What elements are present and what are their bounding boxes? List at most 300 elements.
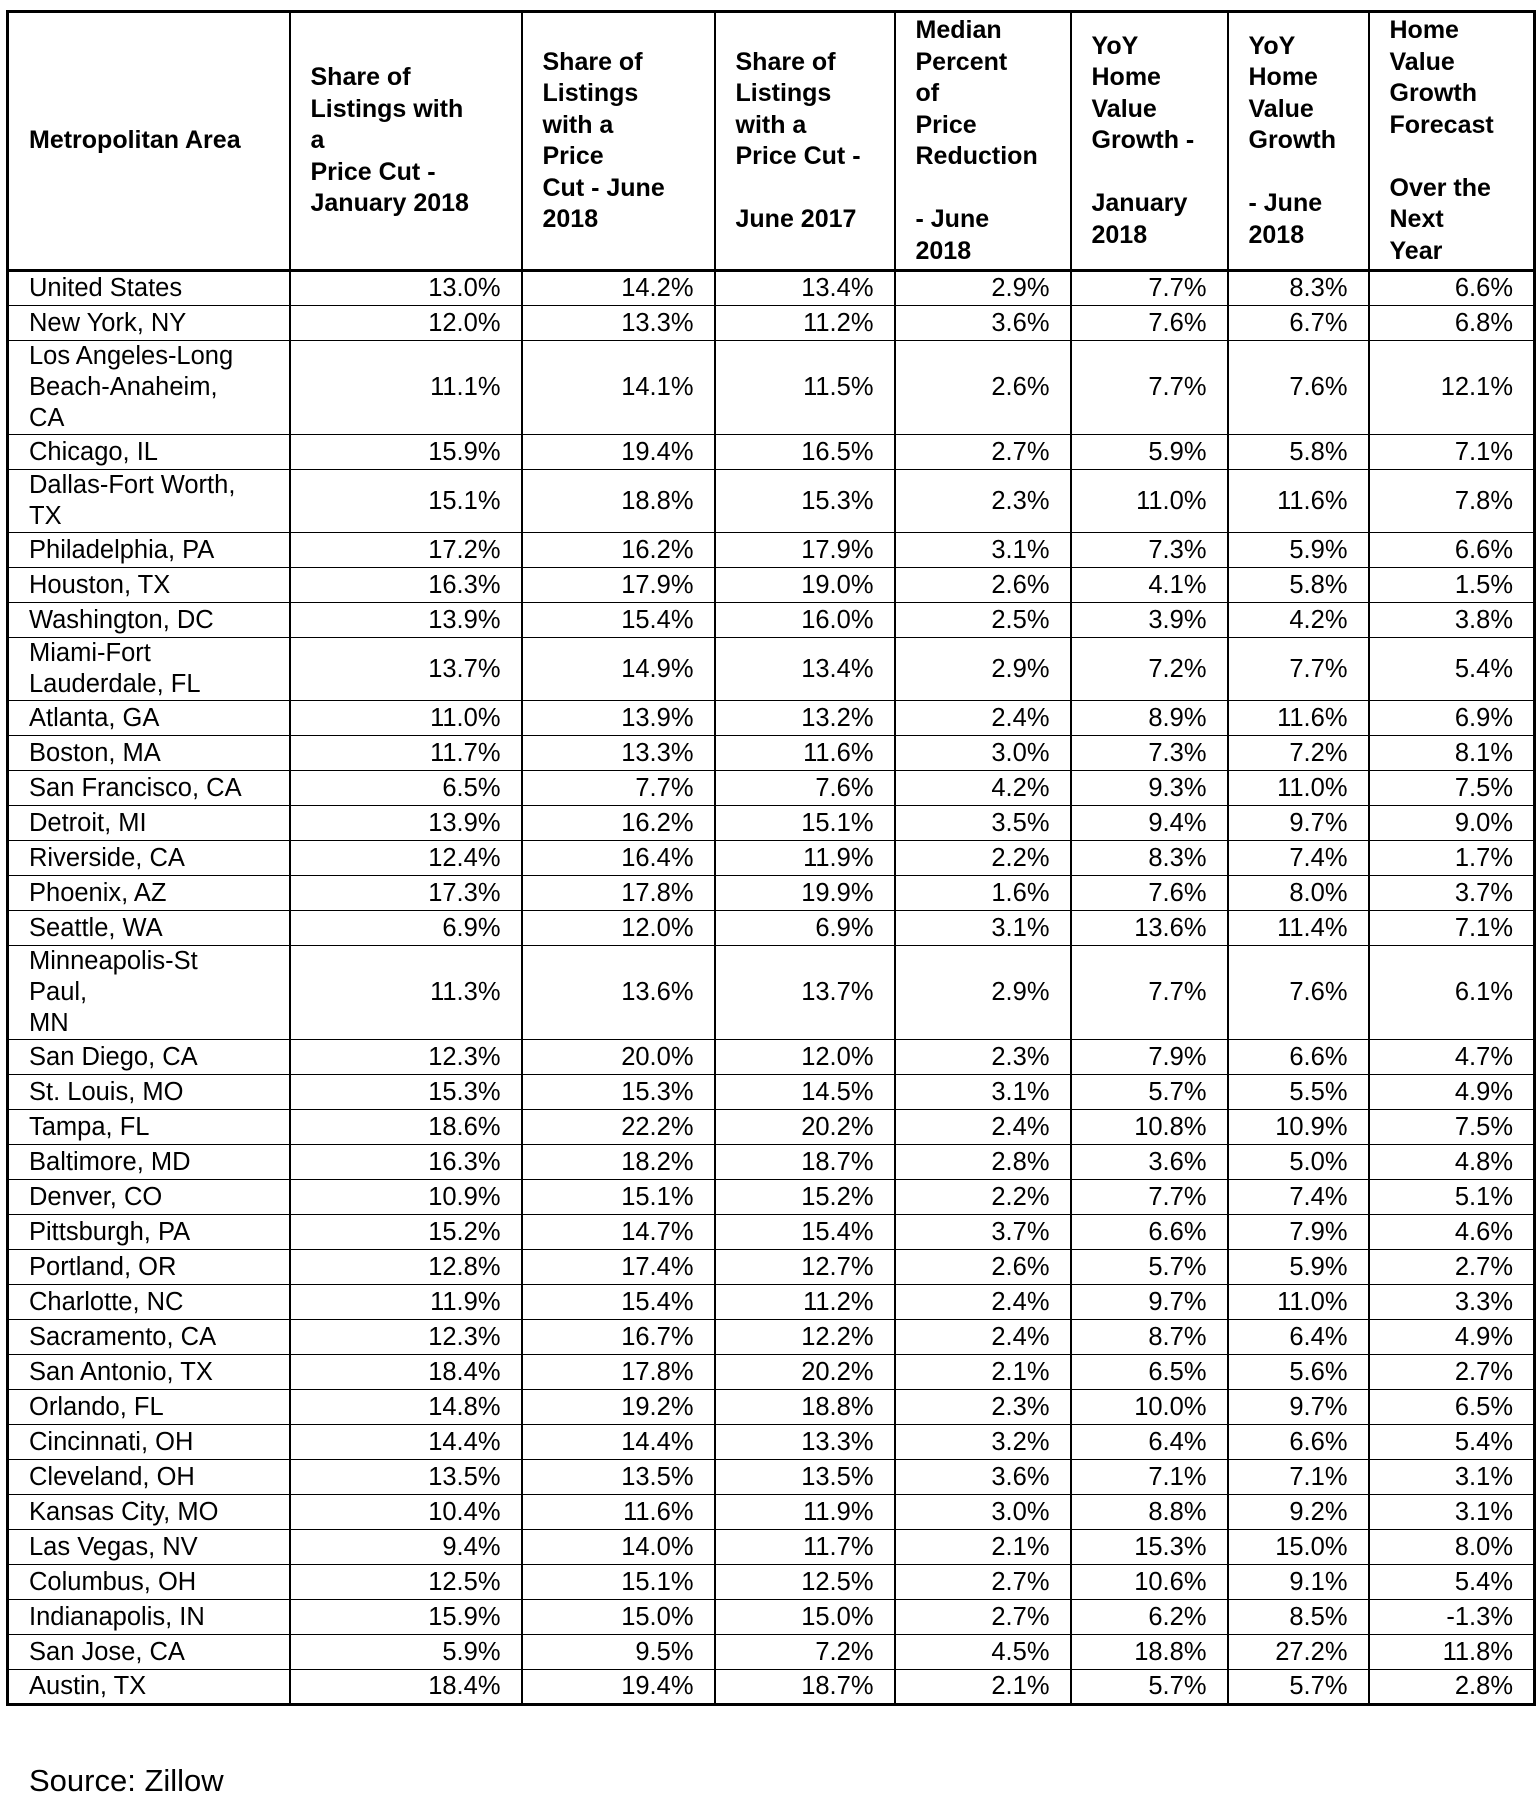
value-cell: 15.1%: [290, 470, 522, 533]
value-cell: 12.1%: [1369, 341, 1535, 435]
table-row: [8, 533, 1535, 568]
value-cell: 2.7%: [1369, 1250, 1535, 1285]
metro-name-cell: Portland, OR: [8, 1250, 290, 1285]
value-cell: 2.2%: [895, 1180, 1071, 1215]
value-cell: 13.4%: [715, 638, 895, 701]
value-cell: 2.7%: [895, 435, 1071, 470]
metro-name-cell: San Francisco, CA: [8, 771, 290, 806]
value-cell: 5.6%: [1228, 1355, 1369, 1390]
value-cell: 10.8%: [1071, 1110, 1228, 1145]
header-share-price-cut-jun-2018: Share of Listings with a Price Cut - June 2018: [522, 12, 715, 271]
value-cell: 2.8%: [895, 1145, 1071, 1180]
header-metropolitan-area: Metropolitan Area: [8, 12, 290, 271]
value-cell: 11.4%: [1228, 911, 1369, 946]
value-cell: 3.6%: [1071, 1145, 1228, 1180]
value-cell: 27.2%: [1228, 1635, 1369, 1670]
value-cell: 15.9%: [290, 1600, 522, 1635]
value-cell: 16.0%: [715, 603, 895, 638]
value-cell: 17.8%: [522, 1355, 715, 1390]
value-cell: 5.4%: [1369, 638, 1535, 701]
value-cell: 13.9%: [522, 701, 715, 736]
table-row: [8, 638, 1535, 701]
value-cell: 5.0%: [1228, 1145, 1369, 1180]
value-cell: 20.2%: [715, 1355, 895, 1390]
value-cell: 18.6%: [290, 1110, 522, 1145]
metro-name-cell: Las Vegas, NV: [8, 1530, 290, 1565]
table-row: [8, 946, 1535, 1040]
value-cell: 2.7%: [895, 1600, 1071, 1635]
value-cell: 17.4%: [522, 1250, 715, 1285]
value-cell: 15.1%: [522, 1565, 715, 1600]
header-yoy-growth-jan-2018: YoY Home Value Growth - January 2018: [1071, 12, 1228, 271]
value-cell: 14.5%: [715, 1075, 895, 1110]
value-cell: 18.7%: [715, 1670, 895, 1705]
metro-name-cell: Phoenix, AZ: [8, 876, 290, 911]
metro-name-cell: Pittsburgh, PA: [8, 1215, 290, 1250]
value-cell: 3.0%: [895, 1495, 1071, 1530]
value-cell: 3.3%: [1369, 1285, 1535, 1320]
value-cell: 19.0%: [715, 568, 895, 603]
value-cell: 11.9%: [290, 1285, 522, 1320]
value-cell: 15.2%: [715, 1180, 895, 1215]
metro-name-cell: Austin, TX: [8, 1670, 290, 1705]
value-cell: 6.9%: [290, 911, 522, 946]
value-cell: 2.9%: [895, 271, 1071, 306]
table-row: [8, 306, 1535, 341]
value-cell: 13.6%: [522, 946, 715, 1040]
metro-name-cell: Columbus, OH: [8, 1565, 290, 1600]
value-cell: 7.9%: [1071, 1040, 1228, 1075]
value-cell: 12.3%: [290, 1040, 522, 1075]
value-cell: 7.7%: [1071, 271, 1228, 306]
metro-name-cell: Chicago, IL: [8, 435, 290, 470]
value-cell: 7.3%: [1071, 533, 1228, 568]
value-cell: 7.2%: [1071, 638, 1228, 701]
table-row: [8, 1600, 1535, 1635]
value-cell: 12.5%: [715, 1565, 895, 1600]
value-cell: 19.4%: [522, 1670, 715, 1705]
value-cell: 1.5%: [1369, 568, 1535, 603]
value-cell: 2.3%: [895, 1040, 1071, 1075]
value-cell: 8.3%: [1071, 841, 1228, 876]
value-cell: 10.6%: [1071, 1565, 1228, 1600]
value-cell: 18.8%: [715, 1390, 895, 1425]
metro-name-cell: Washington, DC: [8, 603, 290, 638]
value-cell: 15.4%: [715, 1215, 895, 1250]
value-cell: 12.7%: [715, 1250, 895, 1285]
metro-name-cell: Minneapolis-St Paul, MN: [8, 946, 290, 1040]
value-cell: 17.2%: [290, 533, 522, 568]
metro-name-cell: Indianapolis, IN: [8, 1600, 290, 1635]
value-cell: 3.7%: [895, 1215, 1071, 1250]
value-cell: 6.9%: [715, 911, 895, 946]
value-cell: 12.0%: [715, 1040, 895, 1075]
value-cell: 8.9%: [1071, 701, 1228, 736]
metro-name-cell: Houston, TX: [8, 568, 290, 603]
metro-name-cell: San Antonio, TX: [8, 1355, 290, 1390]
value-cell: 3.1%: [895, 911, 1071, 946]
value-cell: 6.6%: [1228, 1040, 1369, 1075]
value-cell: 5.9%: [1071, 435, 1228, 470]
value-cell: 15.3%: [715, 470, 895, 533]
value-cell: 4.9%: [1369, 1320, 1535, 1355]
table-row: [8, 1250, 1535, 1285]
value-cell: 11.7%: [290, 736, 522, 771]
value-cell: 4.6%: [1369, 1215, 1535, 1250]
header-share-price-cut-jun-2017: Share of Listings with a Price Cut - June 2017: [715, 12, 895, 271]
value-cell: 7.6%: [1071, 306, 1228, 341]
value-cell: 9.3%: [1071, 771, 1228, 806]
value-cell: 12.0%: [290, 306, 522, 341]
value-cell: 2.9%: [895, 946, 1071, 1040]
table-row: [8, 1530, 1535, 1565]
value-cell: 6.7%: [1228, 306, 1369, 341]
value-cell: 2.4%: [895, 1110, 1071, 1145]
value-cell: 7.7%: [522, 771, 715, 806]
value-cell: 22.2%: [522, 1110, 715, 1145]
value-cell: 15.3%: [290, 1075, 522, 1110]
value-cell: 2.3%: [895, 470, 1071, 533]
value-cell: 7.6%: [1228, 341, 1369, 435]
value-cell: 5.7%: [1071, 1075, 1228, 1110]
metro-name-cell: Cleveland, OH: [8, 1460, 290, 1495]
value-cell: 16.3%: [290, 1145, 522, 1180]
value-cell: 11.0%: [290, 701, 522, 736]
value-cell: 14.8%: [290, 1390, 522, 1425]
source-note: Source: Zillow: [29, 1763, 224, 1798]
value-cell: 13.5%: [715, 1460, 895, 1495]
value-cell: 6.4%: [1071, 1425, 1228, 1460]
value-cell: 4.8%: [1369, 1145, 1535, 1180]
value-cell: 4.2%: [895, 771, 1071, 806]
value-cell: 3.6%: [895, 1460, 1071, 1495]
value-cell: 3.2%: [895, 1425, 1071, 1460]
value-cell: 9.4%: [1071, 806, 1228, 841]
value-cell: 2.3%: [895, 1390, 1071, 1425]
metro-name-cell: Sacramento, CA: [8, 1320, 290, 1355]
value-cell: 15.2%: [290, 1215, 522, 1250]
value-cell: 16.4%: [522, 841, 715, 876]
value-cell: 18.8%: [1071, 1635, 1228, 1670]
value-cell: 18.7%: [715, 1145, 895, 1180]
table-row: [8, 771, 1535, 806]
value-cell: 8.0%: [1228, 876, 1369, 911]
value-cell: 2.8%: [1369, 1670, 1535, 1705]
value-cell: 7.2%: [1228, 736, 1369, 771]
value-cell: 19.4%: [522, 435, 715, 470]
value-cell: 3.0%: [895, 736, 1071, 771]
value-cell: 2.4%: [895, 1320, 1071, 1355]
value-cell: 11.6%: [715, 736, 895, 771]
value-cell: 5.7%: [1071, 1670, 1228, 1705]
value-cell: 6.6%: [1071, 1215, 1228, 1250]
value-cell: 12.2%: [715, 1320, 895, 1355]
table-body: [8, 271, 1535, 1705]
value-cell: 16.7%: [522, 1320, 715, 1355]
value-cell: 5.9%: [1228, 533, 1369, 568]
value-cell: 13.7%: [715, 946, 895, 1040]
value-cell: -1.3%: [1369, 1600, 1535, 1635]
value-cell: 2.5%: [895, 603, 1071, 638]
value-cell: 9.5%: [522, 1635, 715, 1670]
value-cell: 13.2%: [715, 701, 895, 736]
value-cell: 14.4%: [290, 1425, 522, 1460]
value-cell: 11.6%: [522, 1495, 715, 1530]
value-cell: 13.3%: [715, 1425, 895, 1460]
value-cell: 13.3%: [522, 736, 715, 771]
table-row: [8, 806, 1535, 841]
value-cell: 7.4%: [1228, 841, 1369, 876]
value-cell: 3.5%: [895, 806, 1071, 841]
metro-price-cut-table: [6, 10, 1536, 1706]
value-cell: 6.5%: [1369, 1390, 1535, 1425]
value-cell: 7.7%: [1071, 1180, 1228, 1215]
value-cell: 14.4%: [522, 1425, 715, 1460]
metro-name-cell: Philadelphia, PA: [8, 533, 290, 568]
value-cell: 13.3%: [522, 306, 715, 341]
value-cell: 12.3%: [290, 1320, 522, 1355]
value-cell: 5.8%: [1228, 435, 1369, 470]
value-cell: 7.5%: [1369, 1110, 1535, 1145]
table-row: [8, 841, 1535, 876]
metro-name-cell: Dallas-Fort Worth, TX: [8, 470, 290, 533]
table-row: [8, 1565, 1535, 1600]
value-cell: 15.4%: [522, 1285, 715, 1320]
value-cell: 7.5%: [1369, 771, 1535, 806]
value-cell: 19.9%: [715, 876, 895, 911]
value-cell: 16.5%: [715, 435, 895, 470]
table-row: [8, 911, 1535, 946]
table-row: [8, 1145, 1535, 1180]
value-cell: 5.9%: [290, 1635, 522, 1670]
value-cell: 13.0%: [290, 271, 522, 306]
value-cell: 4.9%: [1369, 1075, 1535, 1110]
value-cell: 9.4%: [290, 1530, 522, 1565]
table-row: [8, 1635, 1535, 1670]
value-cell: 13.6%: [1071, 911, 1228, 946]
value-cell: 9.7%: [1071, 1285, 1228, 1320]
table-row: [8, 568, 1535, 603]
value-cell: 2.6%: [895, 1250, 1071, 1285]
value-cell: 17.9%: [522, 568, 715, 603]
value-cell: 9.1%: [1228, 1565, 1369, 1600]
value-cell: 5.4%: [1369, 1425, 1535, 1460]
value-cell: 13.5%: [290, 1460, 522, 1495]
value-cell: 9.7%: [1228, 806, 1369, 841]
metro-name-cell: Riverside, CA: [8, 841, 290, 876]
value-cell: 7.1%: [1071, 1460, 1228, 1495]
table-row: [8, 603, 1535, 638]
value-cell: 15.1%: [715, 806, 895, 841]
value-cell: 5.4%: [1369, 1565, 1535, 1600]
value-cell: 6.5%: [1071, 1355, 1228, 1390]
value-cell: 11.0%: [1228, 1285, 1369, 1320]
value-cell: 3.1%: [895, 1075, 1071, 1110]
value-cell: 2.1%: [895, 1355, 1071, 1390]
value-cell: 10.0%: [1071, 1390, 1228, 1425]
value-cell: 5.7%: [1071, 1250, 1228, 1285]
value-cell: 13.9%: [290, 806, 522, 841]
metro-name-cell: United States: [8, 271, 290, 306]
value-cell: 8.3%: [1228, 271, 1369, 306]
value-cell: 8.5%: [1228, 1600, 1369, 1635]
value-cell: 3.8%: [1369, 603, 1535, 638]
table-row: [8, 271, 1535, 306]
metro-name-cell: New York, NY: [8, 306, 290, 341]
metro-name-cell: St. Louis, MO: [8, 1075, 290, 1110]
value-cell: 6.9%: [1369, 701, 1535, 736]
table-row: [8, 341, 1535, 435]
value-cell: 9.2%: [1228, 1495, 1369, 1530]
metro-name-cell: Boston, MA: [8, 736, 290, 771]
value-cell: 11.2%: [715, 306, 895, 341]
value-cell: 15.4%: [522, 603, 715, 638]
value-cell: 6.6%: [1228, 1425, 1369, 1460]
value-cell: 5.9%: [1228, 1250, 1369, 1285]
value-cell: 11.0%: [1071, 470, 1228, 533]
value-cell: 4.2%: [1228, 603, 1369, 638]
table-row: [8, 1040, 1535, 1075]
value-cell: 2.1%: [895, 1530, 1071, 1565]
value-cell: 6.6%: [1369, 271, 1535, 306]
value-cell: 14.2%: [522, 271, 715, 306]
table-row: [8, 1320, 1535, 1355]
metro-name-cell: Charlotte, NC: [8, 1285, 290, 1320]
value-cell: 6.6%: [1369, 533, 1535, 568]
value-cell: 7.7%: [1071, 341, 1228, 435]
value-cell: 11.6%: [1228, 470, 1369, 533]
metro-name-cell: Orlando, FL: [8, 1390, 290, 1425]
value-cell: 11.8%: [1369, 1635, 1535, 1670]
value-cell: 3.6%: [895, 306, 1071, 341]
header-median-price-reduction: Median Percent of Price Reduction - June 2018: [895, 12, 1071, 271]
value-cell: 5.5%: [1228, 1075, 1369, 1110]
table-row: [8, 1495, 1535, 1530]
value-cell: 1.7%: [1369, 841, 1535, 876]
metro-name-cell: Cincinnati, OH: [8, 1425, 290, 1460]
value-cell: 3.9%: [1071, 603, 1228, 638]
value-cell: 11.2%: [715, 1285, 895, 1320]
value-cell: 2.1%: [895, 1670, 1071, 1705]
value-cell: 14.7%: [522, 1215, 715, 1250]
table-row: [8, 1215, 1535, 1250]
table-row: [8, 1110, 1535, 1145]
value-cell: 16.2%: [522, 806, 715, 841]
value-cell: 2.6%: [895, 341, 1071, 435]
table-row: [8, 1425, 1535, 1460]
value-cell: 7.6%: [715, 771, 895, 806]
table-row: [8, 1460, 1535, 1495]
value-cell: 2.2%: [895, 841, 1071, 876]
value-cell: 7.7%: [1228, 638, 1369, 701]
value-cell: 7.9%: [1228, 1215, 1369, 1250]
value-cell: 20.2%: [715, 1110, 895, 1145]
header-share-price-cut-jan-2018: Share of Listings with a Price Cut - January 2018: [290, 12, 522, 271]
value-cell: 6.5%: [290, 771, 522, 806]
value-cell: 11.7%: [715, 1530, 895, 1565]
metro-name-cell: Baltimore, MD: [8, 1145, 290, 1180]
value-cell: 11.9%: [715, 1495, 895, 1530]
value-cell: 18.4%: [290, 1670, 522, 1705]
value-cell: 7.8%: [1369, 470, 1535, 533]
value-cell: 12.4%: [290, 841, 522, 876]
value-cell: 7.6%: [1071, 876, 1228, 911]
value-cell: 3.1%: [1369, 1495, 1535, 1530]
metro-name-cell: Seattle, WA: [8, 911, 290, 946]
table-row: [8, 1180, 1535, 1215]
value-cell: 19.2%: [522, 1390, 715, 1425]
metro-name-cell: Miami-Fort Lauderdale, FL: [8, 638, 290, 701]
value-cell: 11.0%: [1228, 771, 1369, 806]
value-cell: 7.7%: [1071, 946, 1228, 1040]
value-cell: 14.9%: [522, 638, 715, 701]
value-cell: 17.3%: [290, 876, 522, 911]
value-cell: 6.2%: [1071, 1600, 1228, 1635]
value-cell: 5.7%: [1228, 1670, 1369, 1705]
value-cell: 14.0%: [522, 1530, 715, 1565]
value-cell: 6.1%: [1369, 946, 1535, 1040]
value-cell: 6.4%: [1228, 1320, 1369, 1355]
metro-name-cell: Los Angeles-Long Beach-Anaheim, CA: [8, 341, 290, 435]
header-row: [8, 12, 1535, 271]
value-cell: 13.4%: [715, 271, 895, 306]
table-row: [8, 470, 1535, 533]
value-cell: 15.0%: [715, 1600, 895, 1635]
value-cell: 15.0%: [522, 1600, 715, 1635]
value-cell: 5.1%: [1369, 1180, 1535, 1215]
value-cell: 7.6%: [1228, 946, 1369, 1040]
table-row: [8, 1285, 1535, 1320]
value-cell: 17.8%: [522, 876, 715, 911]
value-cell: 9.7%: [1228, 1390, 1369, 1425]
value-cell: 4.5%: [895, 1635, 1071, 1670]
metro-name-cell: San Diego, CA: [8, 1040, 290, 1075]
metro-name-cell: Denver, CO: [8, 1180, 290, 1215]
value-cell: 10.9%: [1228, 1110, 1369, 1145]
value-cell: 3.1%: [895, 533, 1071, 568]
value-cell: 18.2%: [522, 1145, 715, 1180]
value-cell: 16.3%: [290, 568, 522, 603]
value-cell: 5.8%: [1228, 568, 1369, 603]
value-cell: 11.1%: [290, 341, 522, 435]
table-row: [8, 876, 1535, 911]
value-cell: 2.9%: [895, 638, 1071, 701]
value-cell: 2.4%: [895, 701, 1071, 736]
value-cell: 7.1%: [1369, 911, 1535, 946]
value-cell: 12.5%: [290, 1565, 522, 1600]
value-cell: 4.7%: [1369, 1040, 1535, 1075]
table-row: [8, 1355, 1535, 1390]
value-cell: 15.0%: [1228, 1530, 1369, 1565]
value-cell: 15.3%: [522, 1075, 715, 1110]
table-row: [8, 736, 1535, 771]
value-cell: 7.1%: [1228, 1460, 1369, 1495]
value-cell: 20.0%: [522, 1040, 715, 1075]
value-cell: 15.3%: [1071, 1530, 1228, 1565]
value-cell: 15.1%: [522, 1180, 715, 1215]
value-cell: 2.7%: [1369, 1355, 1535, 1390]
value-cell: 11.5%: [715, 341, 895, 435]
value-cell: 18.8%: [522, 470, 715, 533]
value-cell: 7.2%: [715, 1635, 895, 1670]
table-row: [8, 1075, 1535, 1110]
metro-name-cell: Atlanta, GA: [8, 701, 290, 736]
value-cell: 9.0%: [1369, 806, 1535, 841]
value-cell: 10.4%: [290, 1495, 522, 1530]
value-cell: 13.9%: [290, 603, 522, 638]
value-cell: 13.7%: [290, 638, 522, 701]
value-cell: 7.1%: [1369, 435, 1535, 470]
